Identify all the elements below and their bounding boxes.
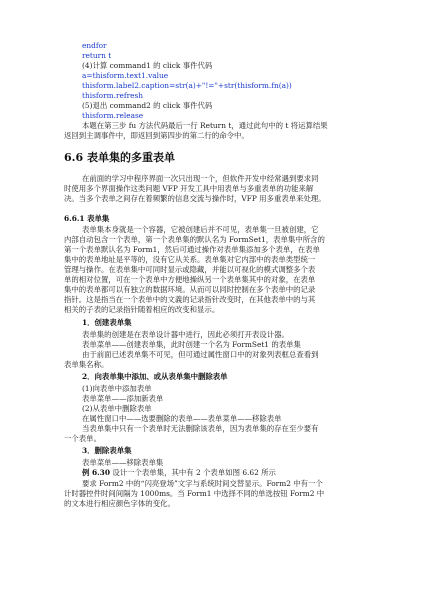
item-1-line: 由于前面已述表单集不可见，但可通过属性窗口中的对象列表框总查看到 xyxy=(82,350,319,359)
item-2-line: 一个表单。 xyxy=(64,434,101,443)
section-title: 6.6 表单集的多重表单 xyxy=(64,151,175,164)
item-2-line: (2)从表单中删除表单 xyxy=(82,404,152,413)
item-2-line: 在属性窗口中——选要删除的表单——表单菜单——移除表单 xyxy=(82,414,282,423)
paragraph-line: 第一个表单默认名为 Form1，然后可通过操作对表单集添加多个表单，在表单 xyxy=(64,245,320,254)
note-line: 返回到主调事件中，即返回到第四步的第二行的命令中。 xyxy=(64,131,249,140)
code-line: endfor xyxy=(82,41,107,50)
paragraph-line: 指针。这是指当在一个表单中的文義的记录指针改变时，在其他表单中的与其 xyxy=(64,295,316,304)
intro-line: 决。当多个表单之间存在着频繁的信息交流与操作时，VFP 用多重表单来处理。 xyxy=(64,194,326,203)
step-5-heading: (5)退出 command2 的 click 事件代码 xyxy=(82,101,213,110)
paragraph-line: 内部自动包含一个表单，第一个表单集的默认名为 FormSet1，表单集中所含的 xyxy=(64,235,325,244)
code-line: thisform.release xyxy=(82,111,144,120)
example-label: 例 6.30 xyxy=(82,468,110,477)
item-2-line: 表单菜单——添加新表单 xyxy=(82,394,164,403)
code-line: thisform.refresh xyxy=(82,91,144,100)
example-detail-line: 计时器控件时间间隔为 1000ms。当 Form1 中选择不同的单选按钮 Form2 中 xyxy=(64,489,325,498)
example-detail-line: 的文本进行相应颜色字体的变化。 xyxy=(64,499,175,508)
item-1-line: 表单集的创建是在表单设计器中进行，因此必须打开表设计器。 xyxy=(82,330,289,339)
paragraph-line: 相关的子表的记录指针随着相应的改变和显示。 xyxy=(64,305,220,314)
paragraph-line: 集中的表单都可以有独立的数据环境。从而可以同时控制在多个表单中的记录 xyxy=(64,285,316,294)
intro-line: 在前面的学习中程序界面一次只出现一个，但软件开发中经常遇到要求同 xyxy=(82,174,319,183)
item-1-line: 表单集名称。 xyxy=(64,360,109,369)
example-line xyxy=(82,468,276,478)
item-1-title: 1．创建表单集 xyxy=(82,318,132,327)
item-3-line: 表单菜单——移除表单集 xyxy=(82,458,164,467)
note-line: 本题在第三步 fu 方法代码最后一行 Return t，通过此句中的 t 将运算结果 xyxy=(82,121,328,130)
item-2-line: (1)向表单中添加表单 xyxy=(82,384,152,393)
paragraph-line: 表单集本身就是一个容器，它被创建后并不可见，表单集一旦被创建，它 xyxy=(82,225,319,234)
code-line: return t xyxy=(82,51,112,60)
paragraph-line: 单的相对位置，可在一个表单中方便地操纵另一个表单集其中的对象，在表单 xyxy=(64,275,316,284)
subsection-title: 6.6.1 表单集 xyxy=(64,214,110,223)
step-4-heading: (4)计算 command1 的 click 事件代码 xyxy=(82,61,213,70)
code-line: a=thisform.text1.value xyxy=(82,71,169,80)
example-detail-line: 要求 Form2 中的“闪亮登场”文字与系统时间交替显示。Form2 中有一个 xyxy=(82,479,323,488)
item-2-line: 当表单集中只有一个表单时无法删除该表单，因为表单集的存在至少要有 xyxy=(82,424,319,433)
item-2-title: 2．向表单集中添加、或从表单集中删除表单 xyxy=(82,372,228,381)
intro-line: 时使用多个界面操作这类问题 VFP 开发工具中用表单与多重表单的功能来解 xyxy=(64,184,314,193)
example-text: 设计一个表单集，其中有 2 个表单如图 6.62 所示 xyxy=(112,468,276,477)
item-1-line: 表单菜单——创建表单集，此时创建一个名为 FormSet1 的表单集 xyxy=(82,340,301,349)
code-line: thisform.label2.caption=str(a)+"!="+str(thisform.fn(a)) xyxy=(82,81,292,90)
paragraph-line: 管理与操作。在表单集中可同时显示或隐藏，并能以可视化的模式调整多个表 xyxy=(64,265,316,274)
item-3-title: 3．删除表单集 xyxy=(82,446,132,455)
paragraph-line: 集中的表单地址是平等的，没有它从关系。表单集对它内部中的表单类型统一 xyxy=(64,255,316,264)
